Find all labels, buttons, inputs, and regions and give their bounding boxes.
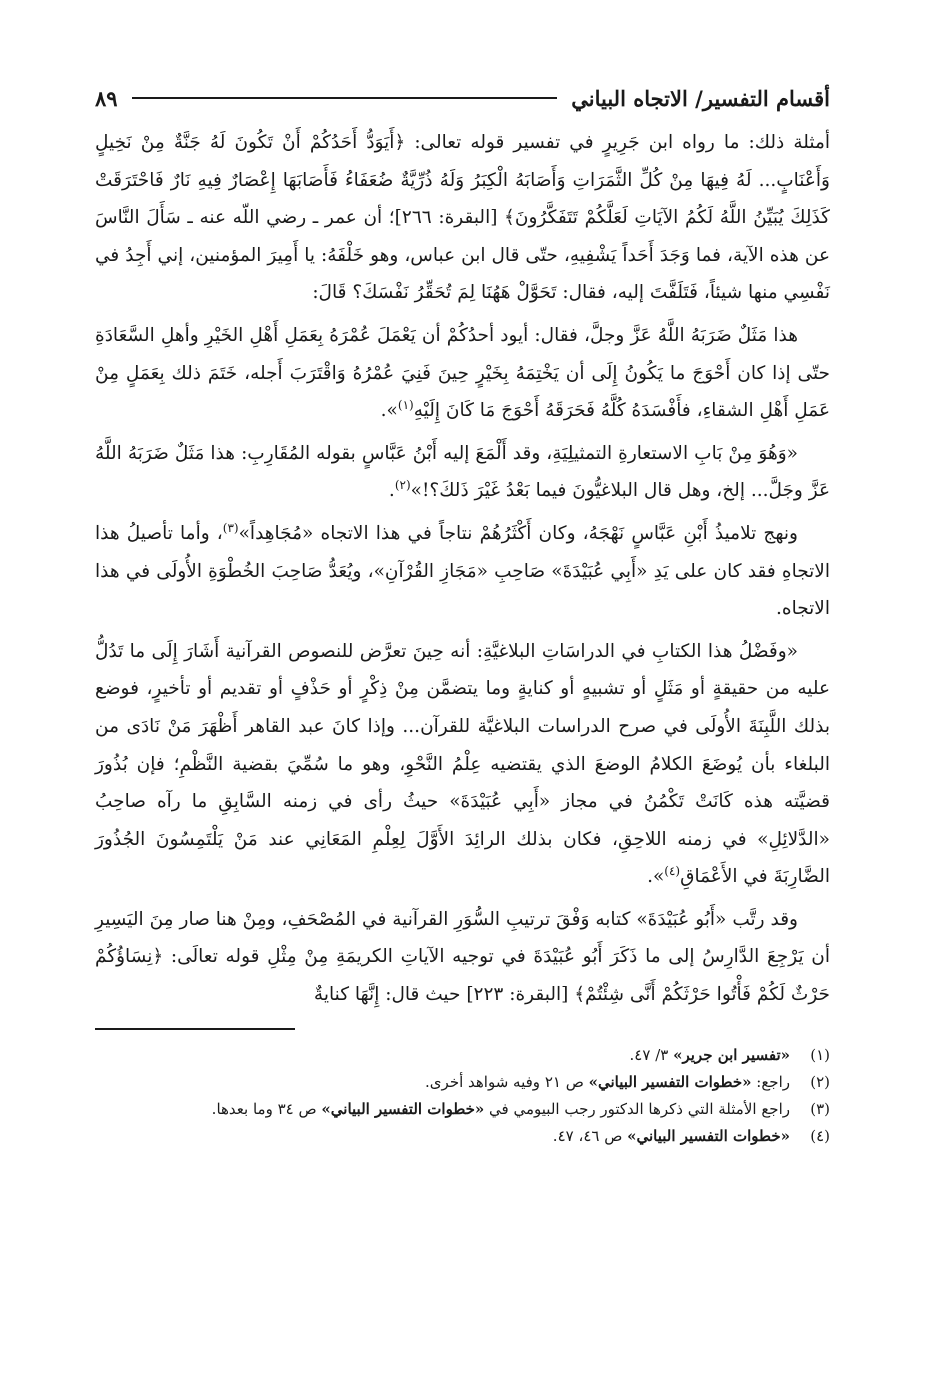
footnote-detail: ٣/ ٤٧. — [629, 1045, 674, 1064]
body-text — [95, 124, 830, 1014]
footnotes — [95, 1042, 830, 1150]
footnote-text — [95, 1123, 790, 1150]
footnote-text — [95, 1069, 790, 1096]
header-rule — [132, 97, 558, 99]
footnote-number: (٤) — [810, 1126, 830, 1145]
footnote-source-title: «خطوات التفسير البياني» — [627, 1126, 790, 1145]
paragraph-6 — [95, 901, 830, 1014]
paragraph-3 — [95, 435, 830, 510]
footnote-prefix: راجع: — [751, 1072, 790, 1091]
paragraph-1 — [95, 124, 830, 312]
document-page — [95, 78, 830, 1308]
page-number: ٨٩ — [95, 85, 118, 111]
footnote-2 — [95, 1069, 830, 1096]
paragraph-text: ونهج تلاميذُ أَبْنِ عَبَّاسٍ نَهْجَهُ، وكان أَكْثَرُهُمْ نتاجاً في هذا الاتجاه «مُجَاهِداً» — [238, 522, 798, 544]
paragraph-text: أمثلة ذلك: ما رواه ابن جَرِيرٍ في تفسير قوله تعالى: ﴿أَيَوَدُّ أَحَدُكُمْ أَنْ تَكُونَ لَهُ جَنَّةٌ مِنْ نَخِيلٍ وَأَعْنَابٍ... لَهُ فِيهَا مِنْ كُلِّ الثَّمَرَاتِ وَأَصَابَهُ الْكِبَرُ وَلَهُ ذُرِّيَّةٌ ضُعَفَاءُ فَأَصَابَهَا إِعْصَارٌ فِيهِ نَارٌ فَاحْتَرَقَتْ كَذَلِكَ يُبَيِّنُ اللَّهُ لَكُمُ الآيَاتِ لَعَلَّكُمْ تَتَفَكَّرُونَ﴾ [البقرة: ٢٦٦]؛ أن عمر ـ رضي اللّه عنه ـ سَأَلَ النَّاسَ عن هذه الآية، فما وَجَدَ أَحَداً يَشْفِيهِ، حتّى قال ابن عباس، وهو خَلْفَهُ: يا أَمِيرَ المؤمنين، إني أَجِدُ في نَفْسِي منها شيئاً، فَتَلَفَّتَ إليه، فقال: تَحَوَّلْ هَهُنَا لِمَ تُحَقِّرُ نَفْسَكَ؟ قَالَ: — [95, 132, 830, 304]
footnote-ref: (٣) — [222, 520, 239, 535]
footnote-ref: (١) — [397, 398, 414, 412]
footnote-ref: (٤) — [664, 864, 681, 879]
footnote-text — [95, 1096, 790, 1123]
footnote-3 — [95, 1096, 830, 1123]
paragraph-5 — [95, 633, 830, 896]
footnote-source-title: «تفسير ابن جرير» — [673, 1045, 790, 1064]
paragraph-text: «وفَضْلُ هذا الكتابِ في الدراسَاتِ البلاغيَّةِ: أنه حِينَ تعرَّض للنصوص القرآنية أَشَارَ إِلَى ما تَدُلُّ عليه من حقيقةٍ أو مَثَلٍ أو تشبيهٍ أو كنايةٍ وما يتضمَّن مِنْ ذِكْرٍ أو حَذْفٍ أو تقديم أو تأخيرٍ، فوضع بذلك اللَّبِنَةَ الأُولَى في صرح الدراسات البلاغيَّة للقرآن... وإذا كانَ عبد القاهر أَظْهَرَ مَنْ نَادَى من البلغاء بأن يُوضَعَ الكلامُ الوضعَ الذي يقتضيه عِلْمُ النَّحْوِ، وهو ما سُمِّيَ بقضية النَّظْمِ؛ فإن بُذُورَ قضيَّته هذه كَانَتْ تَكْمُنُ في مجاز «أَبِي عُبَيْدَةَ» حيثُ رأى في زمنه السَّابِقِ ما رآه صاحِبُ «الدَّلائِلِ» في زمنه اللاحِقِ، فكان بذلك الرائِدَ الأَوَّلَ لِعِلْمِ المَعَانِي عند مَنْ يَلْتَمِسُونَ الجُذُورَ الضَّارِبَةَ في الأَعْمَاقِ — [95, 640, 830, 888]
footnote-rule — [95, 1028, 295, 1030]
paragraph-2 — [95, 317, 830, 430]
footnote-source-title: «خطوات التفسير البياني» — [588, 1072, 752, 1091]
footnote-1 — [95, 1042, 830, 1069]
footnote-number: (١) — [810, 1045, 830, 1064]
footnote-4 — [95, 1123, 830, 1150]
running-head: أقسام التفسير/ الاتجاه البياني — [571, 85, 830, 111]
footnote-number: (٢) — [810, 1072, 830, 1091]
footnote-text — [95, 1042, 790, 1069]
footnote-detail: ص ٤٦، ٤٧. — [552, 1126, 628, 1145]
paragraph-text: وقد رتَّب «أَبُو عُبَيْدَةَ» كتابه وَفْقَ ترتيبِ السُّوَرِ القرآنية في المُصْحَفِ، ومِنْ هنا صار مِنَ اليَسِيرِ أن يَرْجِعَ الدَّارِسُ إلى ما ذَكَرَ أَبُو عُبَيْدَةَ في توجيه الآياتِ الكريمَةِ مِنْ مِثْلِ قوله تعالَى: ﴿نِسَاؤُكُمْ حَرْثٌ لَكُمْ فَأْتُوا حَرْثَكُمْ أَنَّى شِئْتُمْ﴾ [البقرة: ٢٢٣] حيث قال: إِنَّهَا كنايةٌ — [95, 908, 830, 1006]
paragraph-text: هذا مَثَلٌ ضَرَبَهُ اللَّهُ عَزَّ وجلَّ، فقال: أيود أحدُكُمْ أن يَعْمَلَ عُمْرَهُ بِعَمَلِ أَهْلِ الخَيْرِ وأهلِ السَّعَادَةِ حتّى إذا كان أَحْوَجَ ما يَكُونُ إِلَى أن يَخْتِمَهُ بِخَيْرٍ حِينَ فَنِيَ عُمْرُهُ وَاقْتَرَبَ أَجله، خَتَمَ ذلك بِعَمَلٍ مِنْ عَمَلِ أَهْلِ الشقاءِ، فأَفْسَدَهُ كُلَّهُ فَحَرَقَهُ أَحْوَجَ مَا كَانَ إِلَيْهِ — [95, 324, 830, 422]
footnote-prefix: راجع الأمثلة التي ذكرها الدكتور رجب البيومي في — [484, 1099, 790, 1118]
footnote-number: (٣) — [810, 1099, 830, 1118]
paragraph-text: ، وأما تأصيلُ هذا الاتجاهِ فقد كان على يَدِ «أَبِي عُبَيْدَةَ» صَاحِبِ «مَجَازِ القُرْآنِ»، ويُعَدُّ صَاحِبَ الخُطْوَةِ الأُولَى في هذا الاتجاه. — [95, 522, 830, 620]
footnote-detail: ص ٢١ وفيه شواهد أخرى. — [425, 1072, 589, 1091]
paragraph-4 — [95, 515, 830, 628]
footnote-ref: (٢) — [394, 478, 411, 493]
paragraph-text: «وَهُوَ مِنْ بَابِ الاستعارةِ التمثيلِيَةِ، وقد أَلْمَعَ إليه أَبْنُ عَبَّاسٍ بقوله المُقَارِبِ: هذا مَثَلٌ ضَرَبَهُ اللَّهُ عَزَّ وجَلَّ... إلخ، وهل قال البلاغيُّونَ فيما بَعْدُ غَيْرَ ذَلكَ؟!» — [95, 442, 830, 502]
quote-closer: . — [388, 480, 395, 502]
quote-closer: ». — [647, 866, 665, 888]
footnote-source-title: «خطوات التفسير البياني» — [321, 1099, 485, 1118]
quote-closer: ». — [380, 400, 398, 422]
footnote-detail: ص ٣٤ وما بعدها. — [211, 1099, 322, 1118]
page-header — [95, 78, 830, 118]
